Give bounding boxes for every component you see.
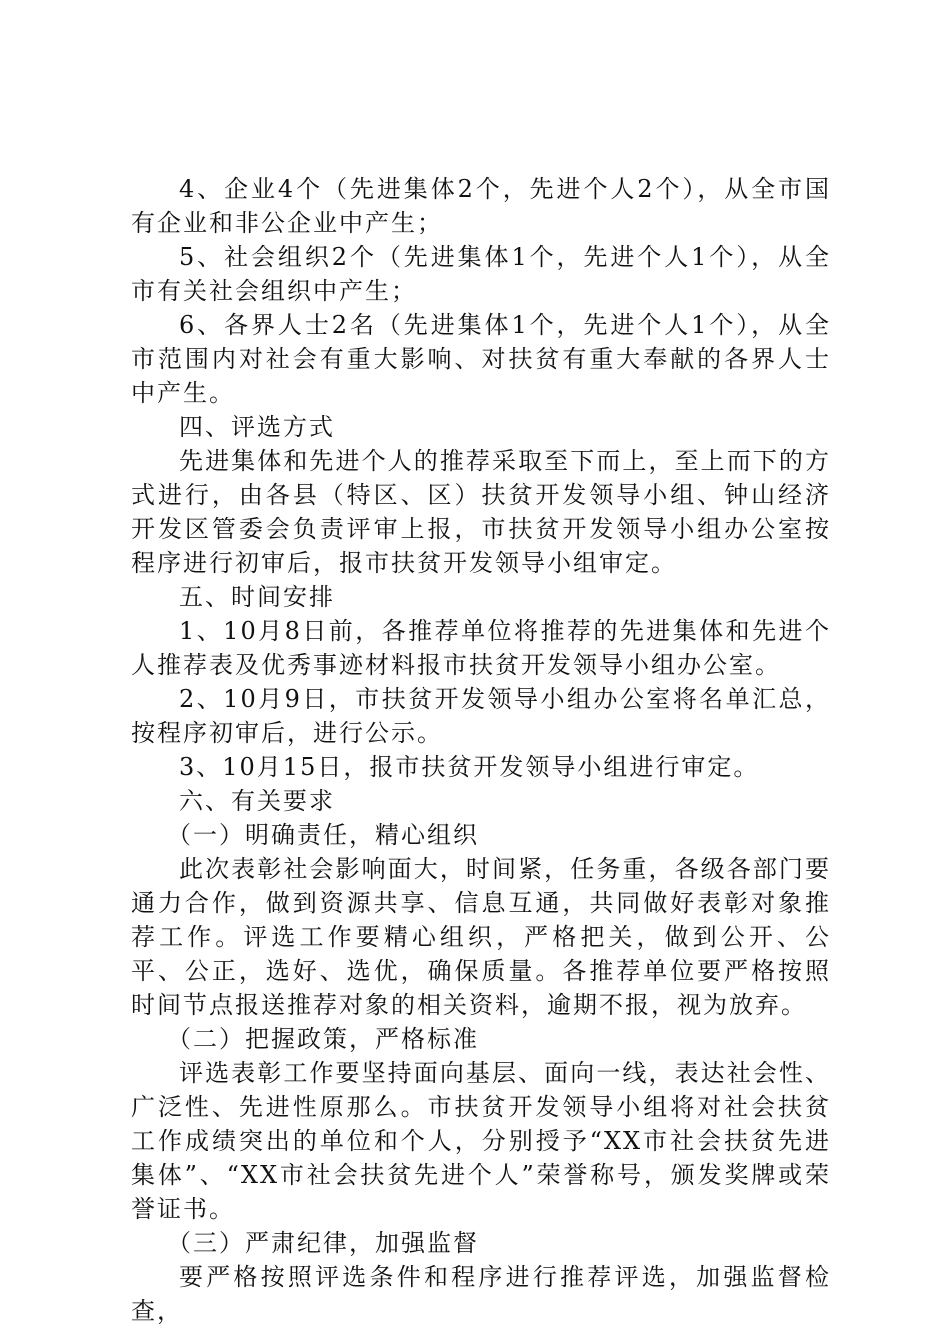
paragraph-item-6-public-figures: 6、各界人士2名（先进集体1个，先进个人1个），从全市范围内对社会有重大影响、对扶贫有重大奉献的各界人士中产生。	[131, 311, 831, 407]
section-heading-selection-method: 四、评选方式	[179, 413, 335, 441]
paragraph-item-5-social-orgs: 5、社会组织2个（先进集体1个，先进个人1个），从全市有关社会组织中产生；	[131, 243, 831, 305]
section-heading-schedule: 五、时间安排	[179, 583, 335, 611]
subheading-responsibility: （一）明确责任，精心组织	[167, 821, 479, 849]
section-heading-requirements: 六、有关要求	[179, 787, 335, 815]
paragraph-discipline-supervision: 要严格按照评选条件和程序进行推荐评选，加强监督检查，	[131, 1263, 831, 1325]
paragraph-item-4-enterprises: 4、企业4个（先进集体2个，先进个人2个），从全市国有企业和非公企业中产生；	[131, 175, 831, 237]
subheading-discipline-supervision: （三）严肃纪律，加强监督	[167, 1229, 479, 1257]
subheading-policy-standards: （二）把握政策，严格标准	[167, 1025, 479, 1053]
paragraph-selection-method: 先进集体和先进个人的推荐采取至下而上，至上而下的方式进行，由各县（特区、区）扶贫开发领导小组、钟山经济开发区管委会负责评审上报，市扶贫开发领导小组办公室按程序进行初审后，报市扶贫开发领导小组审定。	[131, 447, 831, 577]
paragraph-schedule-3: 3、10月15日，报市扶贫开发领导小组进行审定。	[179, 753, 760, 781]
paragraph-policy-standards: 评选表彰工作要坚持面向基层、面向一线，表达社会性、广泛性、先进性原那么。市扶贫开发领导小组将对社会扶贫工作成绩突出的单位和个人，分别授予“XX市社会扶贫先进集体”、“XX市社会扶贫先进个人”荣誉称号，颁发奖牌或荣誉证书。	[131, 1059, 831, 1223]
paragraph-schedule-1: 1、10月8日前，各推荐单位将推荐的先进集体和先进个人推荐表及优秀事迹材料报市扶贫开发领导小组办公室。	[131, 617, 831, 679]
paragraph-schedule-2: 2、10月9日，市扶贫开发领导小组办公室将名单汇总，按程序初审后，进行公示。	[131, 685, 831, 747]
document-page	[131, 172, 831, 1328]
paragraph-responsibility: 此次表彰社会影响面大，时间紧，任务重，各级各部门要通力合作，做到资源共享、信息互通，共同做好表彰对象推荐工作。评选工作要精心组织，严格把关，做到公开、公平、公正，选好、选优，确保质量。各推荐单位要严格按照时间节点报送推荐对象的相关资料，逾期不报，视为放弃。	[131, 855, 831, 1019]
